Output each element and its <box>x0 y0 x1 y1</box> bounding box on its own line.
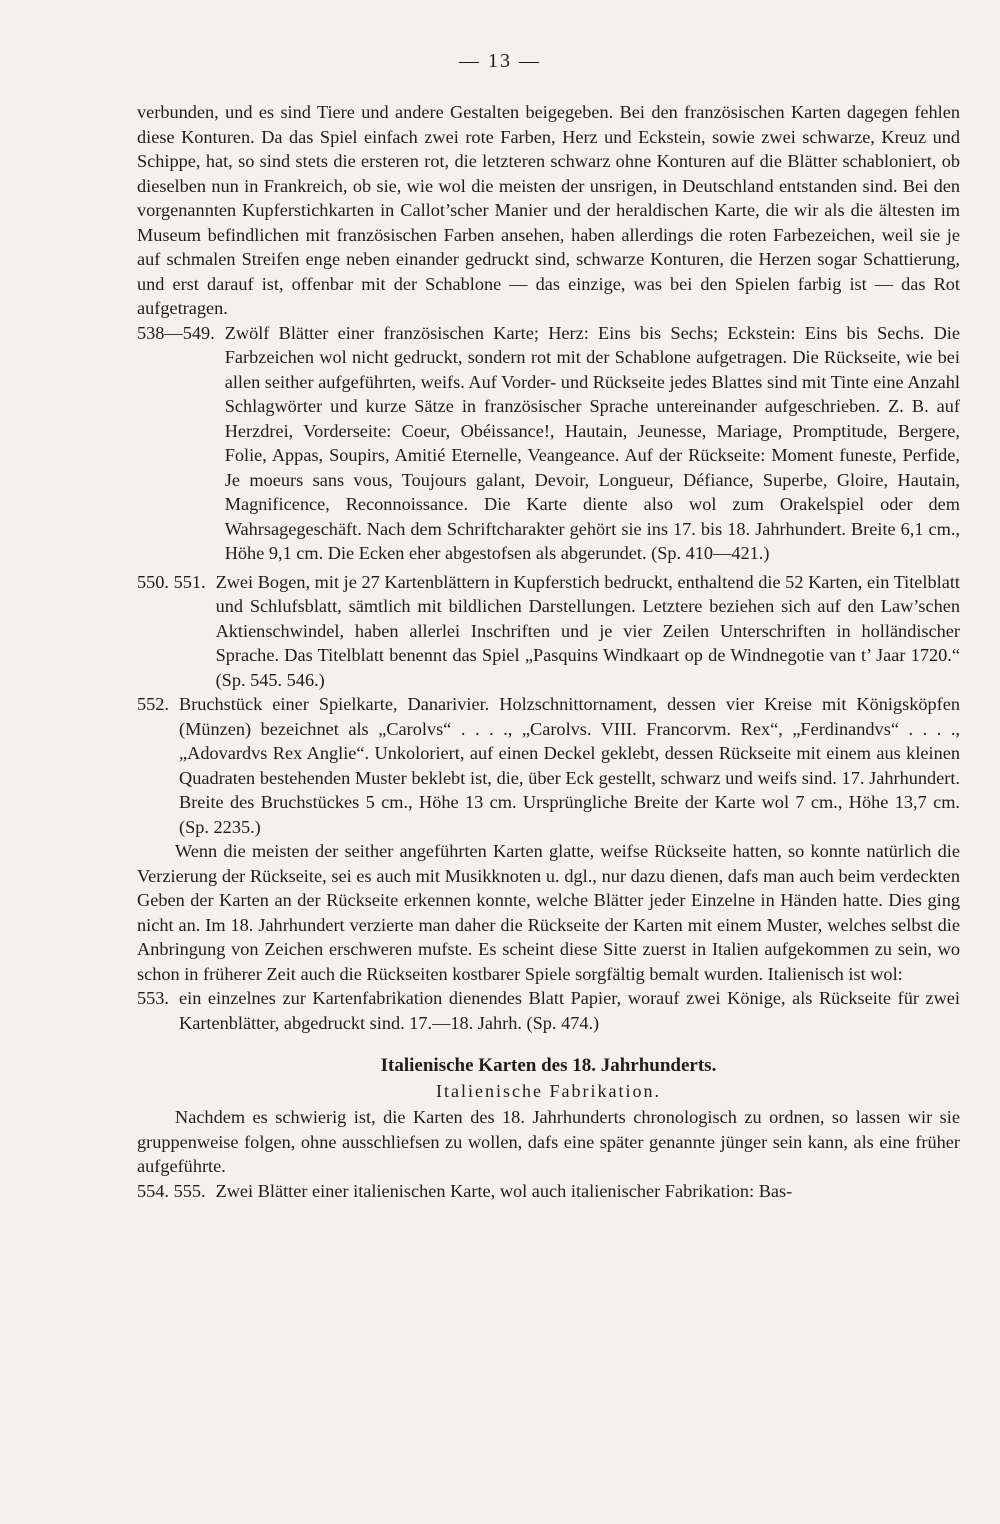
catalog-entry-552 <box>137 692 960 839</box>
entry-number: 554. 555. <box>137 1180 206 1201</box>
catalog-entry-538-549 <box>137 321 960 566</box>
text-column <box>137 100 960 1203</box>
entry-text: Bruchstück einer Spielkarte, Danarivier. Holzschnittornament, dessen vier Kreise mit Königsköpfen (Münzen) bezeichnet als „Carolvs“ . . . ., „Carolvs. VIII. Francorvm. Rex“, „Ferdinandvs“ . . . ., „Adovardvs Rex Anglie“. Unkoloriert, auf einen Deckel geklebt, dessen Rückseite mit einem aus kleinen Quadraten bestehenden Muster beklebt ist, die, über Eck gestellt, schwarz und weifs sind. 17. Jahrhundert. Breite des Bruchstückes 5 cm., Höhe 13 cm. Ursprüngliche Breite der Karte wol 7 cm., Höhe 13,7 cm. (Sp. 2235.) <box>179 694 960 837</box>
entry-number: 552. <box>137 694 169 714</box>
section-subheading: Italienische Fabrikation. <box>436 1081 661 1101</box>
paragraph-chronology: Nachdem es schwierig ist, die Karten des 18. Jahrhunderts chronologisch zu ordnen, so lassen wir sie gruppenweise folgen, ohne ausschliefsen zu wollen, dafs eine später genannte jünger sein kann, als eine früher aufgeführte. <box>137 1107 960 1176</box>
entry-text: Zwölf Blätter einer französischen Karte; Herz: Eins bis Sechs; Eckstein: Eins bis Sechs. Die Farbzeichen wol nicht gedruckt, sondern rot mit der Schablone aufgetragen. Die Rückseite, wie bei allen seither aufgeführten, weifs. Auf Vorder- und Rückseite jedes Blattes sind mit Tinte eine Anzahl Schlagwörter und kurze Sätze in französischer Sprache untereinander aufgeschrieben. Z. B. auf Herzdrei, Vorderseite: Coeur, Obéissance!, Hautain, Jeunesse, Mariage, Promptitude, Bergere, Folie, Appas, Soupirs, Amitié Eternelle, Veangeance. Auf der Rückseite: Moment funeste, Perfide, Je moeurs sans vous, Toujours galant, Devoir, Longueur, Défiance, Superbe, Gloire, Hautain, Magnificence, Reconnoissance. Die Karte diente also wol zum Orakelspiel oder dem Wahrsagegeschäft. Nach dem Schriftcharakter gehört sie ins 17. bis 18. Jahrhundert. Breite 6,1 cm., Höhe 9,1 cm. Die Ecken eher abgestofsen als abgerundet. (Sp. 410—421.) <box>224 322 960 563</box>
catalog-entry-550-551 <box>137 570 960 693</box>
paragraph-contour-discussion: verbunden, und es sind Tiere und andere Gestalten beigegeben. Bei den französischen Karten dagegen fehlen diese Konturen. Da das Spiel einfach zwei rote Farben, Herz und Eckstein, sowie zwei schwarze, Kreuz und Schippe, hat, so sind stets die ersteren rot, die letzteren schwarz ohne Konturen auf die Blätter schabloniert, ob dieselben nun in Frankreich, ob sie, wie wol die meisten der unsrigen, in Deutschland entstanden sind. Bei den vorgenannten Kupferstichkarten in Callot’scher Manier und der heraldischen Karte, die wir als die ältesten im Museum befindlichen mit französischen Farben ansehen, haben allerdings die roten Farbezeichen, weil sie je auf schmalen Streifen enge neben einander gedruckt sind, schwarze Konturen, die Herzen sogar Schattierung, und erst darauf ist, offenbar mit der Schablone — das einzige, was bei den Spielen farbig ist — das Rot aufgetragen. <box>137 102 960 318</box>
page-number: — 13 — <box>459 50 541 72</box>
catalog-entry-554-555 <box>137 1179 960 1204</box>
entry-text: ein einzelnes zur Kartenfabrikation dienendes Blatt Papier, worauf zwei Könige, als Rückseite für zwei Kartenblätter, abgedruckt sind. 17.—18. Jahrh. (Sp. 474.) <box>179 988 960 1033</box>
paragraph-card-backs: Wenn die meisten der seither angeführten Karten glatte, weifse Rückseite hatten, so konnte natürlich die Verzierung der Rückseite, sei es auch mit Musikknoten u. dgl., nur dazu dienen, dafs man auch beim verdeckten Geben der Karten an der Rückseite erkennen konnte, welche Blätter jeder Einzelne in Händen hatte. Dies ging nicht an. Im 18. Jahrhundert verzierte man daher die Rückseite der Karten mit einem Muster, welches selbst die Anbringung von Zeichen erschweren mufste. Es scheint diese Sitte zuerst in Italien aufgekommen zu sein, wo schon in früherer Zeit auch die Rückseiten kostbarer Spiele sorgfältig bemalt wurden. Italienisch ist wol: <box>137 841 960 984</box>
entry-text: Zwei Bogen, mit je 27 Kartenblättern in Kupferstich bedruckt, enthaltend die 52 Karten, ein Titelblatt und Schlufsblatt, sämtlich mit bildlichen Darstellungen. Letztere beziehen sich auf den Law’schen Aktienschwindel, haben allerlei Inschriften und je vier Zeilen Unterschriften in holländischer Sprache. Das Titelblatt benennt das Spiel „Pasquins Windkaart op de Windnegotie van t’ Jaar 1720.“ (Sp. 545. 546.) <box>215 571 960 690</box>
entry-number: 550. 551. <box>137 571 206 592</box>
entry-text: Zwei Blätter einer italienischen Karte, wol auch italienischer Fabrikation: Bas- <box>215 1180 793 1201</box>
section-heading: Italienische Karten des 18. Jahrhunderts. <box>380 1055 717 1076</box>
entry-number: 538—549. <box>137 322 215 343</box>
catalog-entry-553 <box>137 986 960 1035</box>
entry-number: 553. <box>137 988 169 1008</box>
